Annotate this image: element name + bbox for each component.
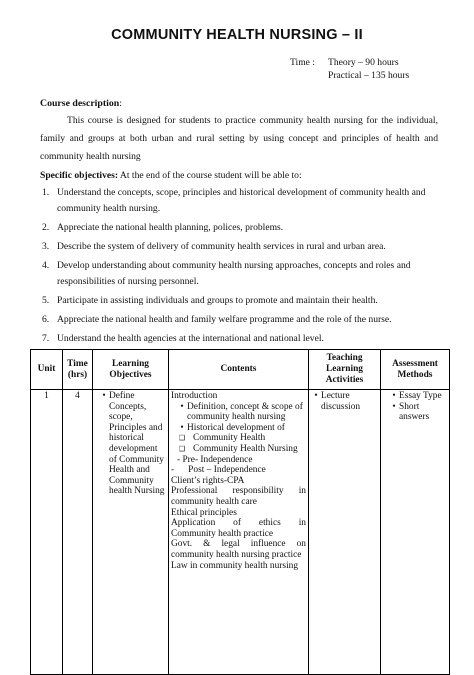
contents-subitem: Community Health Nursing <box>193 443 298 454</box>
teaching-item: Lecture discussion <box>321 391 361 412</box>
course-description-text: This course is designed for students to practice community health nursing for the individual, family and groups at both urban and rural setting by using concept and principles of health and community health nursing <box>40 115 438 162</box>
contents-line: Professional responsibility in community health care <box>171 486 306 507</box>
objective-item: 6. Appreciate the national health and family welfare programme and the role of the nurse. <box>42 314 392 325</box>
header-time: Time (hrs) <box>63 350 93 390</box>
checkbox-bullet-icon: ❑ <box>178 444 186 453</box>
objective-item: 1. Understand the concepts, scope, principles and historical development of community health and community health nursing. <box>42 187 426 214</box>
time-allocation <box>290 56 409 82</box>
bullet-icon: • <box>392 391 396 401</box>
table-row <box>31 390 450 675</box>
cell-contents <box>169 390 309 675</box>
contents-subitem: Community Health <box>193 433 266 444</box>
header-assessment-methods: Assessment Methods <box>381 350 450 390</box>
objective-item: 4. Develop understanding about community health nursing approaches, concepts and roles and responsibilities of nursing personnel. <box>42 260 411 287</box>
bullet-icon: • <box>180 401 184 412</box>
specific-objectives-heading: Specific objectives: At the end of the course student will be able to: <box>40 170 302 181</box>
contents-line: Ethical principles <box>171 507 237 518</box>
contents-intro: Introduction <box>171 391 218 401</box>
contents-line: Application of ethics in Community health practice <box>171 518 306 539</box>
unit-table <box>30 349 450 675</box>
cell-assessment <box>381 390 450 675</box>
time-label: Time : <box>290 57 315 68</box>
contents-pre-independence: - Pre- Independence <box>177 454 253 465</box>
cell-unit: 1 <box>31 390 63 675</box>
course-description-heading: Course description: <box>40 98 122 109</box>
cell-objectives <box>93 390 169 675</box>
objectives-list <box>40 185 440 350</box>
theory-hours: Theory – 90 hours <box>328 57 399 68</box>
bullet-icon: • <box>314 391 318 401</box>
assessment-item: Essay Type <box>399 391 442 401</box>
objective-item: 7. Understand the health agencies at the international and national level. <box>42 333 324 344</box>
bullet-icon: • <box>102 391 106 401</box>
contents-line: Client’s rights-CPA <box>171 475 245 486</box>
bullet-icon: • <box>180 422 184 433</box>
assessment-item: Short answers <box>399 401 430 423</box>
contents-bullet: Definition, concept & scope of community health nursing <box>187 401 303 423</box>
header-learning-objectives: Learning Objectives <box>93 350 169 390</box>
header-teaching-activities: Teaching Learning Activities <box>309 350 381 390</box>
contents-bullet: Historical development of <box>187 422 285 433</box>
header-unit: Unit <box>31 350 63 390</box>
bullet-icon: • <box>392 401 396 412</box>
contents-line: Govt. & legal influence on community health nursing practice <box>171 539 306 560</box>
cell-teaching <box>309 390 381 675</box>
checkbox-bullet-icon: ❑ <box>178 434 186 443</box>
header-contents: Contents <box>169 350 309 390</box>
cell-time: 4 <box>63 390 93 675</box>
table-header-row <box>31 350 450 390</box>
contents-post-independence: - Post – Independence <box>171 465 266 476</box>
objective-text: Define Concepts, scope, Principles and historical development of Community Health and Community health Nursing <box>109 391 165 497</box>
page-title: COMMUNITY HEALTH NURSING – II <box>111 27 363 43</box>
objective-item: 2. Appreciate the national health planning, polices, problems. <box>42 222 284 233</box>
objective-item: 3. Describe the system of delivery of community health services in rural and urban area. <box>42 241 386 252</box>
contents-line: Law in community health nursing <box>171 560 299 571</box>
objective-item: 5. Participate in assisting individuals and groups to promote and maintain their health. <box>42 295 378 306</box>
practical-hours: Practical – 135 hours <box>328 70 410 81</box>
